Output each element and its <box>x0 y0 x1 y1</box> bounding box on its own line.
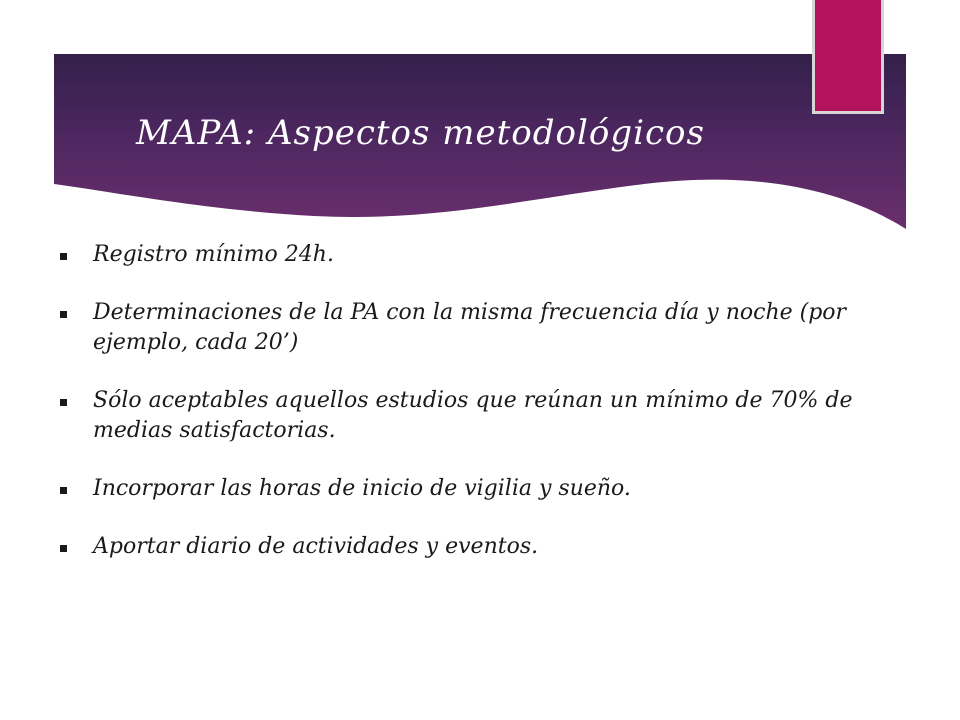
square-bullet-icon <box>60 399 67 406</box>
list-item <box>58 532 858 562</box>
list-item <box>58 298 858 358</box>
bullet-text: Determinaciones de la PA con la misma frecuencia día y noche (por ejemplo, cada 20’) <box>93 300 847 355</box>
square-bullet-icon <box>60 253 67 260</box>
bullet-text: Aportar diario de actividades y eventos. <box>93 534 539 559</box>
accent-tab <box>812 0 884 114</box>
slide-title: MAPA: Aspectos metodológicos <box>136 113 705 153</box>
bullet-text: Incorporar las horas de inicio de vigilia y sueño. <box>93 476 631 501</box>
bullet-text: Sólo aceptables aquellos estudios que reúnan un mínimo de 70% de medias satisfactorias. <box>93 388 853 443</box>
square-bullet-icon <box>60 311 67 318</box>
list-item <box>58 474 858 504</box>
bullet-list <box>58 240 858 590</box>
square-bullet-icon <box>60 487 67 494</box>
list-item <box>58 240 858 270</box>
list-item <box>58 386 858 446</box>
bullet-text: Registro mínimo 24h. <box>93 242 334 267</box>
square-bullet-icon <box>60 545 67 552</box>
